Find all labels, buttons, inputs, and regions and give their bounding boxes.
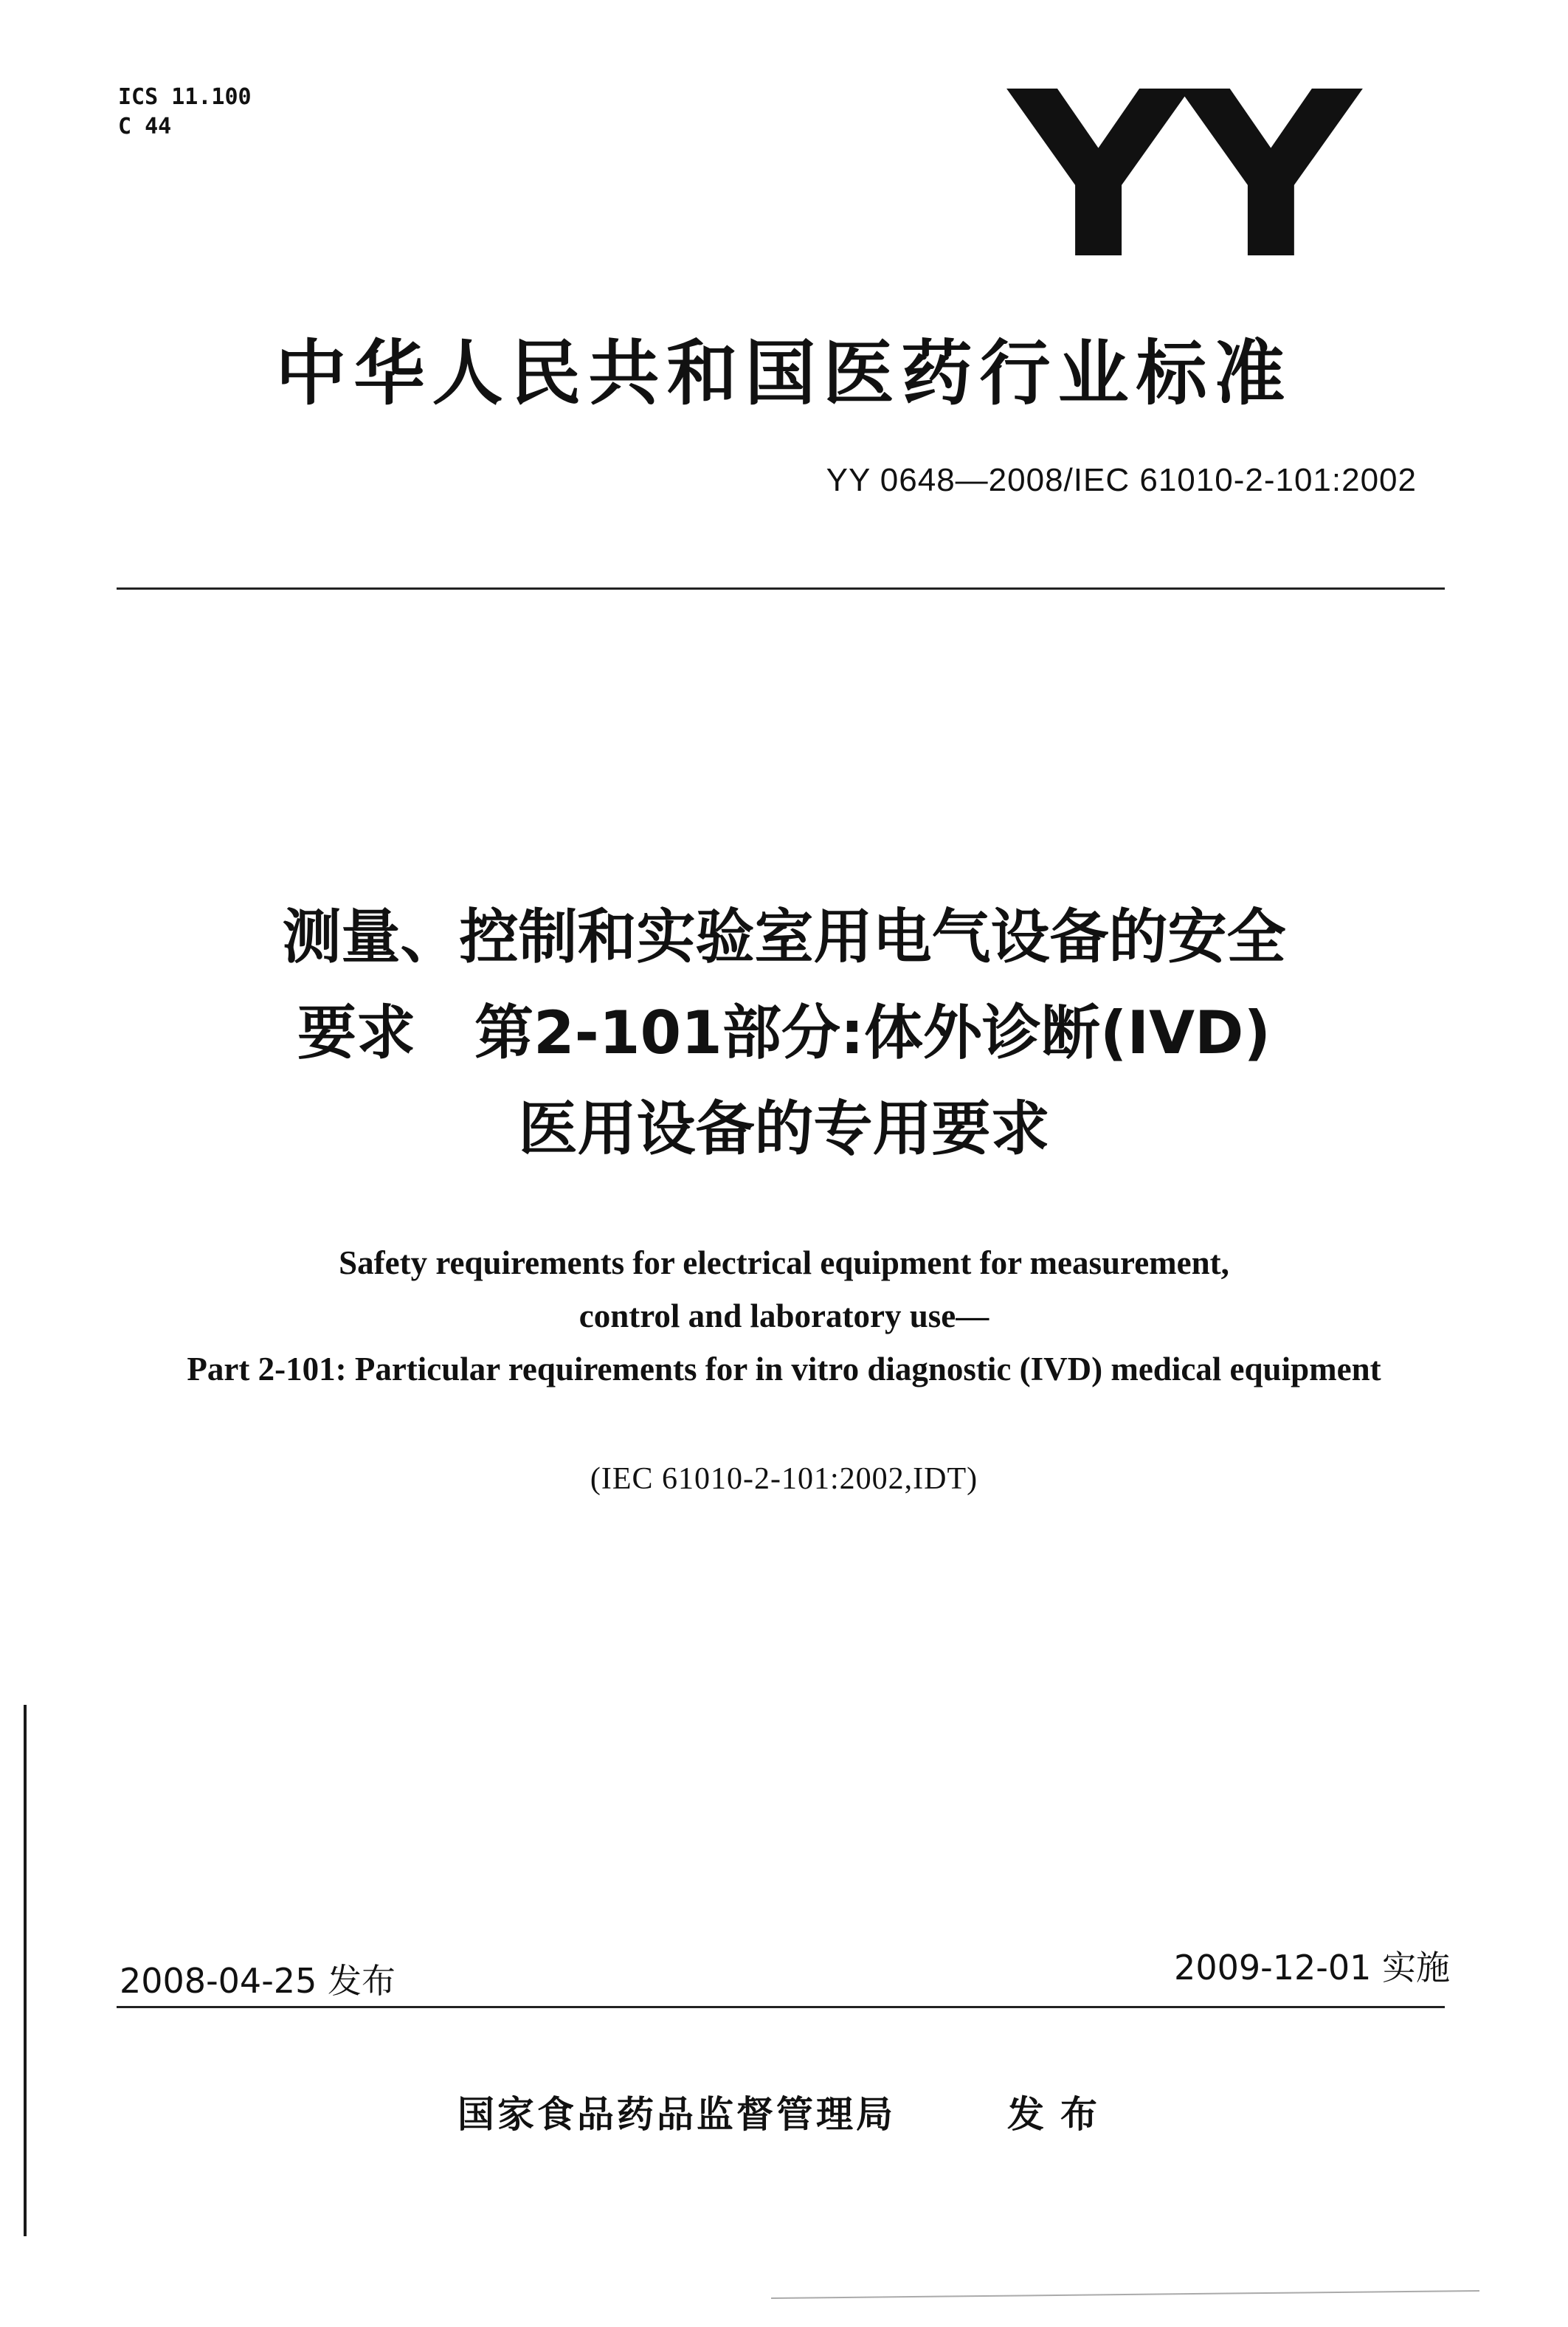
title-english-line: Part 2-101: Particular requirements for in vitro diagnostic (IVD) medical equipment	[187, 1351, 1381, 1387]
title-chinese	[0, 889, 1568, 1177]
ccs-code: C 44	[118, 114, 172, 139]
publish-date: 2008-04-25 发布	[120, 1961, 396, 2001]
standard-name: 中华人民共和国医药行业标准	[275, 332, 1293, 415]
scan-edge-mark	[24, 1705, 27, 2236]
title-chinese-line: 测量、控制和实验室用电气设备的安全	[282, 903, 1286, 971]
issue-label: 发布	[1007, 2093, 1113, 2136]
scan-edge-mark	[771, 2290, 1479, 2299]
bottom-divider	[117, 2006, 1445, 2008]
issuing-authority: 国家食品药品监督管理局	[457, 2093, 896, 2136]
ics-code: ICS 11.100	[118, 84, 252, 110]
yy-logo: YY	[1009, 44, 1354, 310]
title-english	[0, 1236, 1568, 1396]
adoption-note: (IEC 61010-2-101:2002,IDT)	[590, 1462, 978, 1496]
title-english-line: control and laboratory use—	[578, 1297, 990, 1334]
title-chinese-line: 要求 第2-101部分:体外诊断(IVD)	[297, 999, 1271, 1067]
top-divider	[117, 587, 1445, 590]
standard-code: YY 0648—2008/IEC 61010-2-101:2002	[826, 462, 1417, 498]
title-english-line: Safety requirements for electrical equipment for measurement,	[339, 1244, 1229, 1281]
classification-codes	[118, 83, 252, 142]
effective-date: 2009-12-01 实施	[1174, 1948, 1450, 1988]
title-chinese-line: 医用设备的专用要求	[518, 1094, 1050, 1163]
